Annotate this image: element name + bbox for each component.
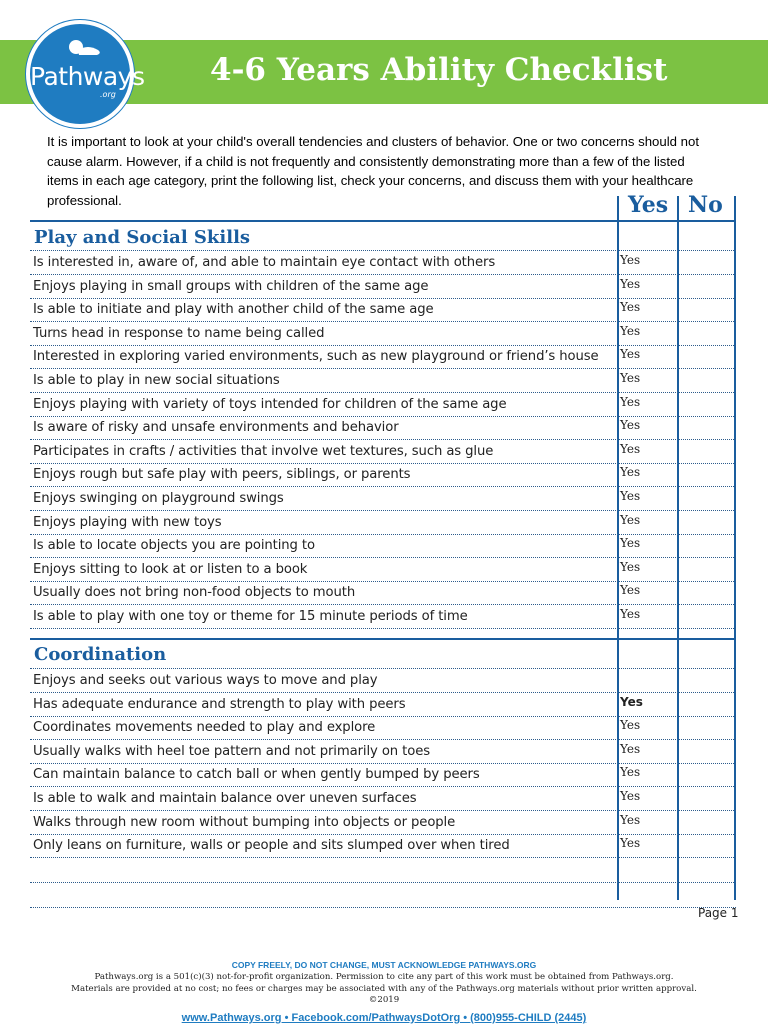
row-line [30,628,736,629]
checklist-item: Has adequate endurance and strength to play with peers [33,696,406,712]
checklist-item: Can maintain balance to catch ball or when gently bumped by peers [33,767,480,783]
yes-mark[interactable]: Yes [620,347,641,362]
yes-mark[interactable]: Yes [620,418,641,433]
yes-mark[interactable]: Yes [620,371,641,385]
pathways-logo [26,20,145,128]
logo-text: Pathways [30,62,145,91]
page-title: 4-6 Years Ability Checklist [210,52,668,88]
yes-mark[interactable]: Yes [620,694,643,709]
yes-mark[interactable]: Yes [620,741,641,756]
checklist-item: Is able to locate objects you are pointing to [33,538,315,554]
table-top-rule [30,220,736,222]
yes-mark[interactable]: Yes [620,789,641,803]
logo-sub: .org [100,90,116,99]
legal-line-1: Pathways.org is a 501(c)(3) not-for-profit organization. Permission to cite any part of this work must be obtained from Pathways.org. [94,972,674,982]
row-line [30,907,736,908]
section-title-play: Play and Social Skills [34,227,251,248]
yes-mark[interactable]: Yes [620,607,641,621]
checklist-item: Usually walks with heel toe pattern and not primarily on toes [33,743,430,759]
yes-mark[interactable]: Yes [620,583,641,598]
checklist-item: Is interested in, aware of, and able to maintain eye contact with others [33,255,496,270]
contact-links[interactable]: www.Pathways.org • Facebook.com/PathwaysDotOrg • (800)955-CHILD (2445) [181,1012,587,1024]
row-line [30,857,736,858]
yes-mark[interactable]: Yes [620,836,641,851]
yes-mark[interactable]: Yes [620,441,641,456]
copy-notice: COPY FREELY, DO NOT CHANGE, MUST ACKNOWLEDGE PATHWAYS.ORG [231,960,537,970]
checklist-item: Participates in crafts / activities that involve wet textures, such as glue [33,443,494,459]
yes-mark[interactable]: Yes [620,812,641,827]
row-line [30,250,736,251]
yes-mark[interactable]: Yes [620,512,641,527]
baby-icon [64,38,104,60]
yes-mark[interactable]: Yes [620,253,641,267]
checklist-item: Only leans on furniture, walls or people and sits slumped over when tired [33,838,510,854]
checklist-item: Interested in exploring varied environments, such as new playground or friend’s house [33,349,599,365]
checklist-item: Is able to initiate and play with another child of the same age [33,302,434,318]
yes-mark[interactable]: Yes [620,536,641,551]
yes-mark[interactable]: Yes [620,276,641,291]
checklist-item: Enjoys sitting to look at or listen to a book [33,561,308,577]
checklist-item: Walks through new room without bumping into objects or people [33,814,456,830]
checklist-item: Usually does not bring non-food objects to mouth [33,585,356,601]
column-divider-left [617,196,619,900]
section-divider-rule [30,638,736,640]
checklist-item: Is able to play in new social situations [33,373,280,388]
column-divider-middle [677,196,679,900]
checklist-item: Enjoys swinging on playground swings [33,491,284,506]
checklist-item: Enjoys and seeks out various ways to move and play [33,673,378,688]
row-line [30,882,736,883]
column-divider-right [734,196,736,900]
yes-mark[interactable]: Yes [620,718,641,733]
yes-mark[interactable]: Yes [620,323,641,338]
yes-mark[interactable]: Yes [620,465,641,480]
row-line [30,668,736,669]
checklist-item: Enjoys playing with variety of toys intended for children of the same age [33,396,507,412]
yes-column-header: Yes [628,192,669,218]
section-title-coordination: Coordination [34,644,167,665]
legal-notice [0,972,768,1007]
intro-text: It is important to look at your child's overall tendencies and clusters of behavior. One or two concerns should not cause alarm. However, if a child is not frequently and consistently demonstrating more than a few of the listed items in each age category, print the following list, check your concerns, and discuss them with your healthcare professional. [47,134,699,208]
legal-line-2: Materials are provided at no cost; no fees or charges may be associated with any of the Pathways.org materials without prior written approval. [71,983,697,994]
checklist-item: Coordinates movements needed to play and explore [33,720,376,736]
yes-mark[interactable]: Yes [620,300,641,315]
checklist-item: Is able to walk and maintain balance over uneven surfaces [33,791,417,806]
page-number: Page 1 [698,906,739,920]
checklist-item: Turns head in response to name being called [33,325,325,341]
no-column-header: No [688,192,723,218]
yes-mark[interactable]: Yes [620,765,641,780]
checklist-item: Enjoys rough but safe play with peers, siblings, or parents [33,467,411,483]
checklist-item: Enjoys playing in small groups with children of the same age [33,278,429,294]
yes-mark[interactable]: Yes [620,559,641,574]
checklist-item: Is aware of risky and unsafe environments and behavior [33,420,399,436]
checklist-item: Enjoys playing with new toys [33,514,222,530]
yes-mark[interactable]: Yes [620,489,641,503]
yes-mark[interactable]: Yes [620,394,641,409]
copyright-year: ©2019 [368,995,400,1005]
checklist-item: Is able to play with one toy or theme for 15 minute periods of time [33,609,468,624]
